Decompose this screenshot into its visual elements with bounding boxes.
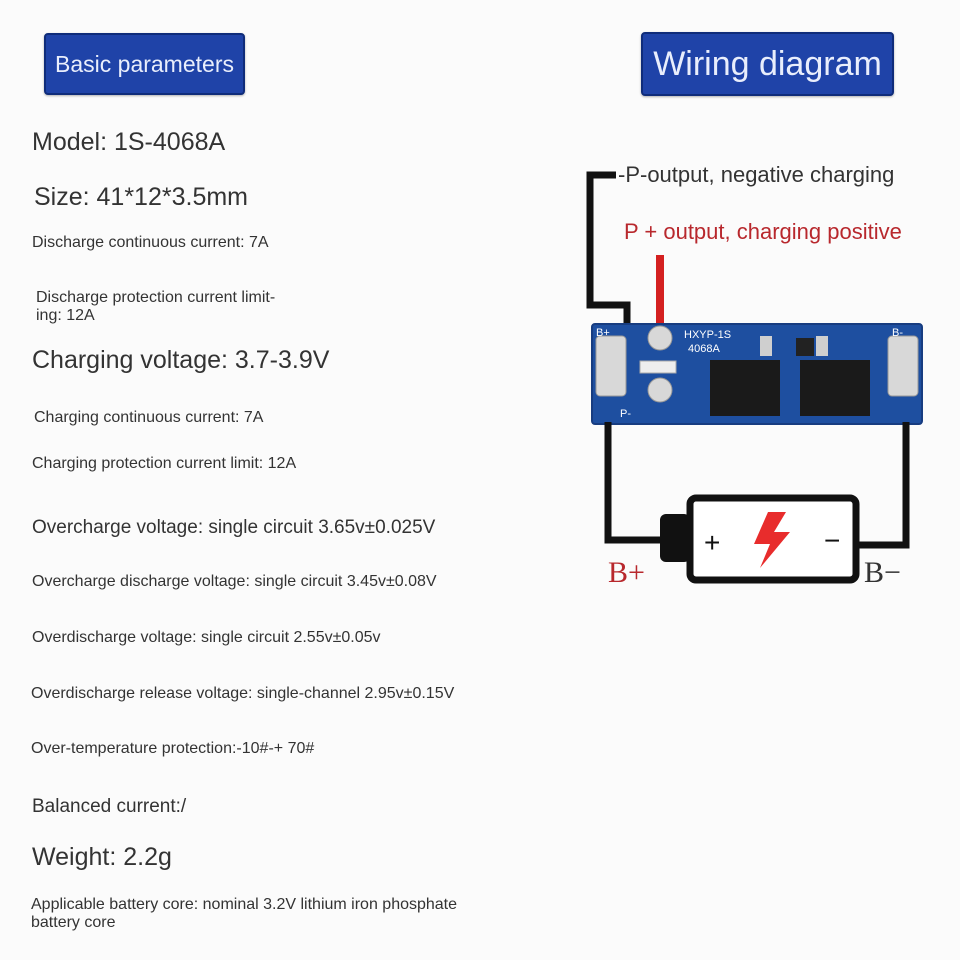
param-over-temperature: Over-temperature protection:-10#-+ 70# — [31, 740, 315, 757]
pad-p-minus — [648, 378, 672, 402]
param-weight: Weight: 2.2g — [32, 843, 172, 871]
pad-label-p-minus: P- — [620, 408, 631, 420]
battery-minus-sign: − — [824, 525, 841, 556]
pcb-board — [592, 324, 922, 424]
battery-plus-sign: + — [704, 527, 721, 558]
capacitor-c1 — [760, 336, 772, 356]
pad-b-minus — [888, 336, 918, 396]
param-charging-protection: Charging protection current limit: 12A — [32, 455, 297, 472]
wiring-diagram — [580, 160, 940, 600]
param-overcharge-discharge-voltage: Overcharge discharge voltage: single circuit 3.45v±0.08V — [32, 573, 437, 590]
param-charging-voltage: Charging voltage: 3.7-3.9V — [32, 346, 330, 374]
mosfet-left — [710, 360, 780, 416]
param-balanced-current: Balanced current:/ — [32, 796, 187, 817]
mosfet-right — [800, 360, 870, 416]
basic-parameters-button[interactable]: Basic parameters — [44, 33, 245, 95]
battery — [660, 498, 856, 580]
param-charging-continuous: Charging continuous current: 7A — [34, 409, 264, 426]
param-overcharge-voltage: Overcharge voltage: single circuit 3.65v±0.025V — [32, 517, 436, 538]
param-applicable-core: Applicable battery core: nominal 3.2V lithium iron phosphate battery core — [31, 896, 458, 932]
pad-label-b-plus: B+ — [596, 327, 610, 339]
b-minus-wire — [858, 422, 906, 545]
param-overdischarge-release-voltage: Overdischarge release voltage: single-channel 2.95v±0.15V — [31, 685, 455, 702]
b-plus-wire — [608, 422, 660, 540]
param-discharge-protection: Discharge protection current limit-ing: 12A — [36, 289, 276, 325]
p-positive-label: P + output, charging positive — [624, 219, 902, 244]
board-model: 4068A — [688, 343, 720, 355]
pad-label-b-minus: B- — [892, 327, 903, 339]
pad-b-plus — [596, 336, 626, 396]
b-minus-label: B− — [864, 556, 901, 589]
p-negative-label: -P-output, negative charging — [618, 162, 895, 187]
param-overdischarge-voltage: Overdischarge voltage: single circuit 2.55v±0.05v — [32, 629, 381, 646]
b-plus-label: B+ — [608, 556, 645, 589]
param-model: Model: 1S-4068A — [32, 128, 226, 156]
wiring-diagram-button[interactable]: Wiring diagram — [641, 32, 894, 96]
board-name: HXYP-1S — [684, 329, 732, 341]
ic-u1 — [796, 338, 814, 356]
param-size: Size: 41*12*3.5mm — [34, 183, 249, 211]
param-discharge-continuous: Discharge continuous current: 7A — [32, 234, 269, 251]
resistor — [640, 361, 676, 373]
pad-p-plus — [648, 326, 672, 350]
resistor-r2 — [816, 336, 828, 356]
